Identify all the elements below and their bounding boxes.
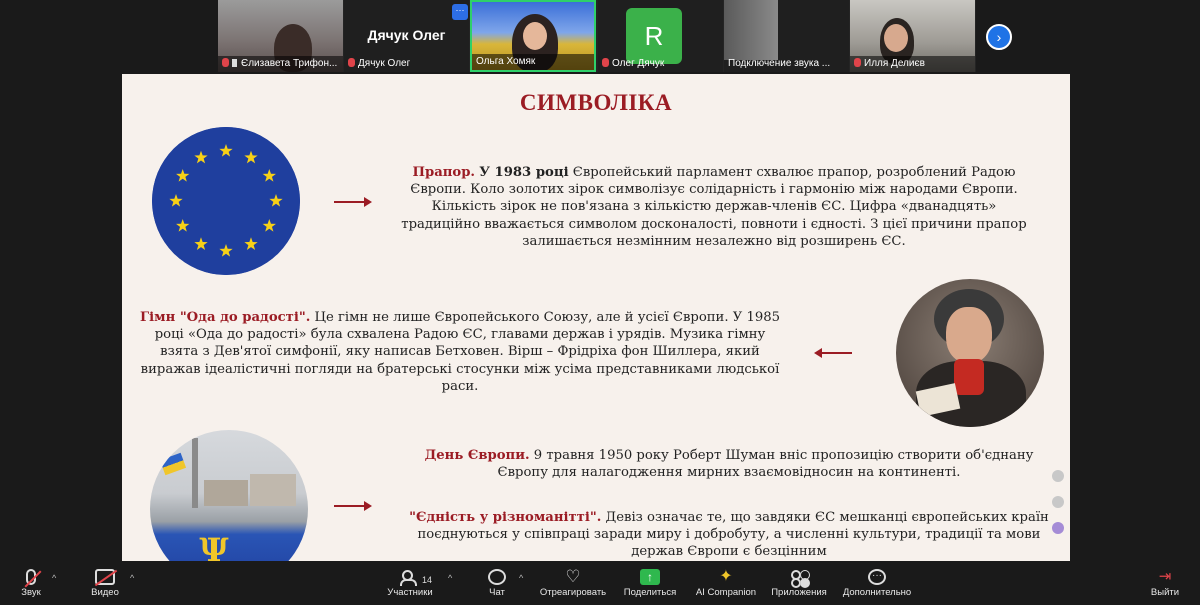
- participant-face: [884, 24, 908, 52]
- shared-screen-slide: [122, 74, 1070, 561]
- participant-name: Олег Дячук: [612, 58, 665, 69]
- europe-day-heading: День Європи.: [424, 448, 530, 463]
- participant-name: Илля Делиєв: [864, 58, 925, 69]
- participant-label: [344, 56, 469, 72]
- meeting-toolbar: [0, 565, 1200, 605]
- participants-label: Участники: [387, 587, 433, 598]
- more-label: Дополнительно: [842, 587, 912, 598]
- trident-icon: Ψ: [199, 531, 229, 561]
- avatar: R: [626, 8, 682, 64]
- arrow-left-icon: [816, 352, 852, 354]
- mic-off-icon: [222, 58, 229, 67]
- caret-up-icon[interactable]: ^: [448, 573, 453, 583]
- participant-display-name: Дячук Олег: [367, 27, 446, 43]
- participant-tile-active-speaker[interactable]: [470, 0, 596, 72]
- apps-label: Приложения: [771, 587, 827, 598]
- chat-label: Чат: [489, 587, 505, 598]
- flag-text: Європейський парламент схвалює прапор, розроблений Радою Європи. Коло золотих зірок символізує солідарність і гармонію між народами Європи. Кількість зірок не пов'язана з кількістю держав-членів ЄС. Цифра «дванадцять» традиційно вважається символом досконалості, повноти і єдності. З цієї причини прапор залишається незмінним незалежно від розширень ЄС.: [401, 165, 1027, 249]
- anthem-text: Це гімн не лише Європейського Союзу, але й усієї Європи. У 1985 році «Ода до радості» була схвалена Радою ЄС, главами держав і урядів. Музика гімну взята з Дев'ятої симфонії, яку написав Бетховен. Вірш – Фрідріха фон Шиллера, який виражав ідеалістичні погляди на братерські стосунки між усіма представниками людської раси.: [140, 310, 781, 394]
- participant-video: [724, 0, 778, 60]
- motto-paragraph: [402, 509, 1056, 561]
- ai-sparkle-icon: ✦: [719, 568, 733, 585]
- flag-lead: У 1983 році: [479, 165, 569, 180]
- chat-button[interactable]: [484, 569, 510, 605]
- share-screen-icon: ↑: [640, 569, 660, 585]
- ai-companion-button[interactable]: [694, 569, 758, 605]
- more-button[interactable]: [840, 569, 914, 605]
- participant-label: [472, 54, 594, 70]
- participant-tile[interactable]: [344, 0, 469, 72]
- participants-icon: [400, 569, 433, 585]
- chat-icon: [488, 569, 506, 585]
- video-button[interactable]: [86, 569, 124, 605]
- caret-up-icon[interactable]: ^: [52, 573, 57, 583]
- anthem-heading: Гімн "Ода до радості".: [140, 310, 311, 325]
- anthem-paragraph: [140, 309, 780, 395]
- participant-tile[interactable]: [598, 0, 723, 72]
- building: [250, 474, 296, 506]
- flag-paragraph: [398, 164, 1030, 250]
- share-button[interactable]: [622, 569, 678, 605]
- beethoven-portrait-image: [896, 279, 1044, 427]
- camera-off-icon: [95, 569, 115, 585]
- mic-off-icon: [26, 569, 36, 585]
- audio-label: Звук: [21, 587, 41, 598]
- participant-face: [523, 22, 547, 50]
- independence-square-image: [150, 430, 308, 561]
- ukraine-flag: [160, 453, 186, 476]
- more-icon: ···: [868, 569, 886, 585]
- participant-name: Єлизавета Трифон...: [241, 58, 338, 69]
- video-label: Видео: [91, 587, 119, 598]
- arrow-right-icon: [334, 201, 370, 203]
- leave-button[interactable]: [1148, 569, 1182, 605]
- mic-off-icon: [854, 58, 861, 67]
- react-label: Отреагировать: [539, 587, 607, 598]
- chevron-right-icon[interactable]: ›: [986, 24, 1012, 50]
- participant-name: Подключение звука ...: [728, 58, 831, 69]
- participant-name: Ольга Хомяк: [476, 56, 536, 67]
- participants-count: 14: [422, 575, 433, 585]
- building: [204, 480, 248, 506]
- monument-column: [192, 438, 198, 508]
- tool-icon[interactable]: [1052, 470, 1064, 482]
- heart-icon: ♡: [565, 567, 581, 586]
- apps-icon: [789, 569, 809, 585]
- slide-title: СИМВОЛІКА: [519, 90, 673, 115]
- europe-day-paragraph: [402, 447, 1056, 481]
- europe-day-text: 9 травня 1950 року Роберт Шуман вніс пропозицію створити об'єднану Європу для налагодження мирних взаємовідносин на континенті.: [497, 448, 1034, 481]
- participant-tile[interactable]: [218, 0, 343, 72]
- flag-heading: Прапор.: [412, 165, 476, 180]
- motto-heading: "Єдність у різноманітті".: [409, 510, 602, 525]
- participant-strip: [218, 0, 976, 72]
- pin-icon: [232, 59, 237, 67]
- react-button[interactable]: [538, 569, 608, 605]
- participant-tile[interactable]: [724, 0, 849, 72]
- arrow-right-icon: [334, 505, 370, 507]
- participant-tile[interactable]: [850, 0, 975, 72]
- tool-icon[interactable]: [1052, 496, 1064, 508]
- participant-label: [724, 56, 849, 72]
- participant-label: [598, 56, 723, 72]
- caret-up-icon[interactable]: ^: [519, 573, 524, 583]
- tile-more-button[interactable]: ···: [452, 4, 468, 20]
- participant-label: [218, 56, 343, 72]
- leave-label: Выйти: [1150, 587, 1180, 598]
- mic-off-icon: [348, 58, 355, 67]
- caret-up-icon[interactable]: ^: [130, 573, 135, 583]
- portrait-face: [946, 307, 992, 363]
- eu-flag-image: [152, 127, 300, 275]
- leave-icon: ⇥: [1158, 568, 1172, 585]
- ai-label: AI Companion: [695, 587, 757, 598]
- apps-button[interactable]: [768, 569, 830, 605]
- tool-icon[interactable]: [1052, 522, 1064, 534]
- share-label: Поделиться: [623, 587, 677, 598]
- audio-button[interactable]: [14, 569, 48, 605]
- annotation-side-tools: [1052, 470, 1066, 548]
- mic-off-icon: [602, 58, 609, 67]
- participant-name: Дячук Олег: [358, 58, 411, 69]
- motto-text: Девіз означає те, що завдяки ЄС мешканці європейських країн поєднуються у співпраці заради миру і добробуту, а численні культури, традиції та мови держав Європи є безцінним: [417, 510, 1049, 560]
- participant-label: [850, 56, 975, 72]
- portrait-scarf: [954, 359, 984, 395]
- participants-button[interactable]: [384, 569, 436, 605]
